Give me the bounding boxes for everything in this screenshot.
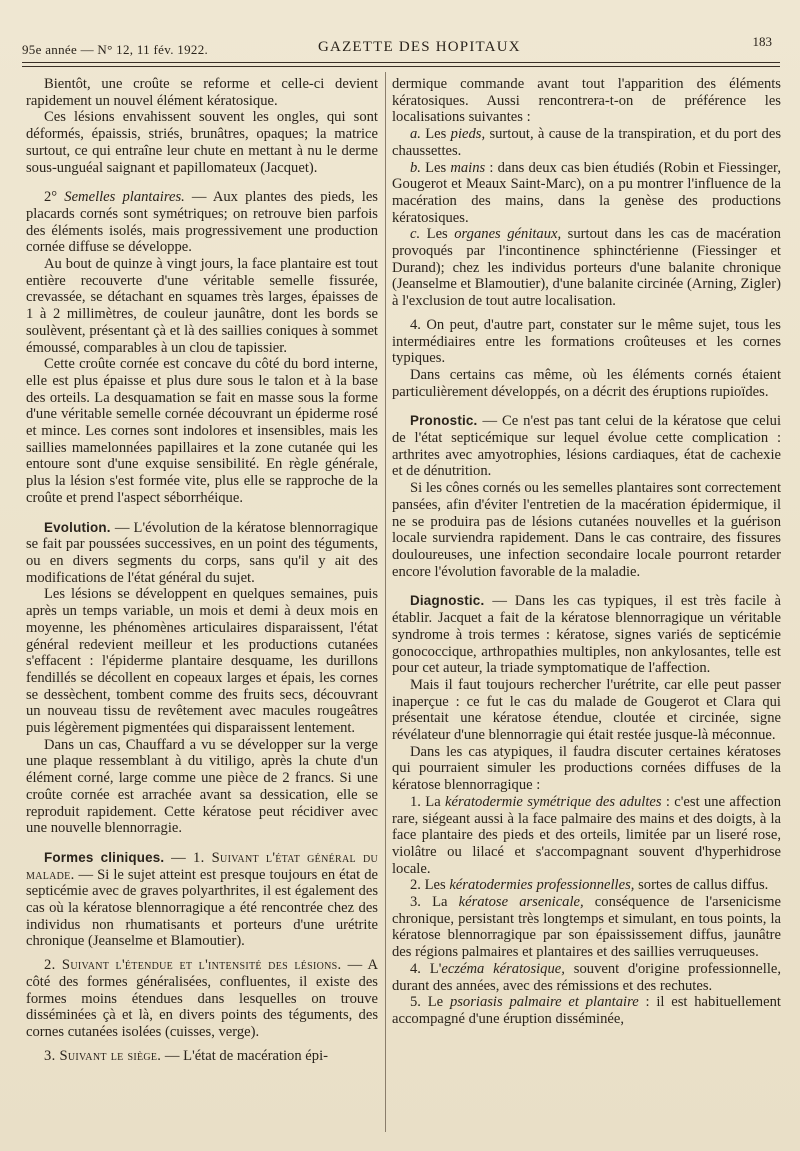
paragraph: dermique commande avant tout l'apparition des éléments kératosiques. Aussi rencontrera-t-on de préférence les localisations suivantes : xyxy=(392,76,781,126)
list-item xyxy=(392,226,781,310)
list-text: conséquence de l'arsenicisme chronique, persistant très longtemps et simulant, en tous points, la kératose blennorragique par son épaississement diffus, jaunâtre des régions palmaires et plantaires et des saillies verruqueuses. xyxy=(392,894,781,961)
paragraph: Les lésions se développent en quelques semaines, puis après un temps variable, un mois et demi à deux mois en moyenne, les phénomènes articulaires disparaissent, l'état général redevient meilleur et les productions cutanées s'effacent : l'épiderme plantaire desquame, les durillons fendillés se décollent en copeaux larges et épais, les cornes se dessèchent, tombent comme des fruits secs, découvrant un nouveau tissu de revêtement avec macules rougeâtres puis légèrement pigmentées qui disparaissent lentement. xyxy=(26,586,378,737)
list-number: 3. La xyxy=(410,894,448,911)
section-heading-pronostic: Pronostic. xyxy=(410,413,478,429)
list-term: kératose arsenicale, xyxy=(458,894,584,911)
left-column xyxy=(26,76,378,1064)
list-text: sortes de callus diffus. xyxy=(638,877,769,894)
list-text: surtout dans les cas de macération provoqués par l'incontinence sphinctérienne (Fiessinger et Durand); chez les individus porteurs d'une balanite chronique (Jeanselme et Blamoutier), d'une balanite circinée (Arning, Zigler) à l'exclusion de tout autre localisation. xyxy=(392,226,781,310)
section-diagnostic xyxy=(392,593,781,677)
section-heading-evolution: Evolution. xyxy=(44,519,111,535)
list-letter: c. xyxy=(410,226,421,243)
paragraph-text: — L'évolution de la kératose blennorragique se fait par poussées successives, en un point des téguments, ou en divers segments du corps, sans qu'il y ait des modifications de l'état général du sujet. xyxy=(26,519,378,586)
column-divider xyxy=(385,72,386,1132)
paragraph: Dans un cas, Chauffard a vu se développer sur la verge une plaque ressemblant à du vitiligo, après la chute d'un élément corné, large comme une pièce de 2 francs. Si une croûte cornée est arrachée avant sa dessication, elle se reproduit rapidement. Cette kératose peut récidiver avec une nouvelle blennorragie. xyxy=(26,736,378,837)
list-text: souvent d'origine professionnelle, durant des années, avec des rémissions et des rechutes. xyxy=(392,960,781,994)
list-text: : il est habituellement accompagné d'une éruption disséminée, xyxy=(392,994,781,1027)
page-number: 183 xyxy=(752,34,772,49)
list-item xyxy=(392,961,781,994)
paragraph-text: — Aux plantes des pieds, les placards cornés sont symétriques; on retrouve bien parfois des éléments isolés, mais progressivement une production cornée diffuse se développe. xyxy=(26,189,378,256)
list-number: 5. Le xyxy=(410,994,444,1011)
paragraph-text: — A côté des formes généralisées, confluentes, il existe des formes moins étendues dans lesquelles on trouve disséminées çà et là, en divers points des téguments, des cornes cutanées isolées (cuisses, verge). xyxy=(26,957,378,1040)
list-text: surtout, à cause de la transpiration, et du port des chaussettes. xyxy=(392,126,782,159)
subheading-semelles: Semelles plantaires. xyxy=(64,189,185,206)
paragraph: Mais il faut toujours rechercher l'urétrite, car elle peut passer inaperçue : ce fut le cas du malade de Gougerot et Clara qui présentait une kératose étendue, cloutée et circinée, signe révélateur d'une blennorragie qui était restée jusque-là méconnue. xyxy=(392,676,781,744)
paragraph: Cette croûte cornée est concave du côté du bord interne, elle est plus épaisse et plus dure sous le talon et à la base des orteils. La desquamation se fait en masse sous la forme d'une véritable semelle cornée découvrant un épiderme rosé et mince. Les cornes sont indolores et insensibles, mais les saillies mamelonnées papillaires et la zone cutanée qui les entoure sont d'une exquise sensibilité. En règle générale, plus la lésion s'est formée vite, plus elle se rapproche de la croûte et prend l'aspect séborrhéique. xyxy=(26,356,378,506)
list-term: kératodermies professionnelles, xyxy=(449,877,635,894)
section-heading-diagnostic: Diagnostic. xyxy=(410,593,485,609)
list-number: 1. La xyxy=(410,793,441,810)
list-term: psoriasis palmaire et plantaire xyxy=(449,994,639,1011)
list-item xyxy=(392,160,781,227)
list-item xyxy=(392,877,781,894)
paragraph-text: — Si le sujet atteint est presque toujours en état de septicémie avec de graves polyarthrites, il est également des cas où la kératose blennorragique a été rencontrée chez des individus non rhumatisants et porteurs d'une urétrite chronique (Jeanselme et Blamoutier). xyxy=(26,866,378,950)
list-term: mains xyxy=(450,159,486,176)
paragraph: 4. On peut, d'autre part, constater sur le même sujet, tous les intermédiaires entre les formations croûteuses et les cornes typiques. xyxy=(392,316,781,367)
list-number: 4. L' xyxy=(410,960,442,977)
list-text: Les xyxy=(425,126,447,143)
list-number: 2° xyxy=(44,189,58,206)
list-letter: b. xyxy=(410,159,421,176)
subsection-heading: 2. Suivant l'étendue et l'intensité des lésions. xyxy=(44,957,342,974)
list-text: Les xyxy=(425,159,447,176)
paragraph-siege xyxy=(26,1048,378,1065)
section-formes xyxy=(26,850,378,950)
journal-title: GAZETTE DES HOPITAUX xyxy=(318,39,521,55)
paragraph: Dans certains cas même, où les éléments cornés étaient particulièrement développés, on a décrit des éruptions rupioïdes. xyxy=(392,366,781,400)
list-item xyxy=(392,126,781,159)
list-text: Les xyxy=(426,226,448,243)
paragraph: Si les cônes cornés ou les semelles plantaires sont correctement pansées, afin d'éviter l'entretien de la macération épidermique, il ne se produira pas de lésions cutanées nouvelles et la guérison locale surviendra rapidement. Dans le cas contraire, des fissures douloureuses, une infection secondaire locale pourront retarder encore l'évolution favorable de la maladie. xyxy=(392,480,781,580)
list-term: organes génitaux, xyxy=(454,226,562,243)
list-number: 2. Les xyxy=(410,877,446,894)
list-text: : c'est une affection rare, siégeant aussi à la face palmaire des mains et des doigts, à la face plantaire des pieds et des orteils, limitée par un liseré rose, violâtre ou lilacé et s'accompagnant souvent d'hyperhidrose locale. xyxy=(392,793,781,877)
list-item xyxy=(392,994,781,1027)
list-term: kératodermie symétrique des adultes xyxy=(445,793,662,810)
list-term: eczéma kératosique, xyxy=(441,960,565,977)
list-text: : dans deux cas bien étudiés (Robin et Fiessinger, Gougerot et Meaux Saint-Marc), on a pu montrer l'influence de la macération des mains, dans la genèse des productions kératosiques. xyxy=(392,159,781,226)
page-header xyxy=(22,34,780,60)
paragraph-text: — L'état de macération épi- xyxy=(164,1047,328,1064)
list-item xyxy=(392,794,781,878)
list-letter: a. xyxy=(410,126,421,143)
subsection-heading: 3. Suivant le siège. xyxy=(44,1047,162,1064)
paragraph: Au bout de quinze à vingt jours, la face plantaire est tout entière recouverte d'une véritable semelle fissurée, crevassée, se détachant en squames très larges, épaisses de 1 à 2 millimètres, de couleur jaunâtre, dont les bords se soulèvent, présentant çà et là des saillies coniques à sommet émoussé, comparables à un clou de tapissier. xyxy=(26,256,378,356)
section-pronostic xyxy=(392,413,781,480)
right-column xyxy=(392,76,781,1028)
issue-date: 95e année — N° 12, 11 fév. 1922. xyxy=(22,42,209,57)
paragraph: Dans les cas atypiques, il faudra discuter certaines kératoses qui pourraient simuler les productions cornées diffuses de la kératose blennorragique : xyxy=(392,743,781,794)
paragraph: Ces lésions envahissent souvent les ongles, qui sont déformés, épaissis, striés, brunâtres, opaques; la matrice surtout, ce qui entraîne leur chute en mettant à nu le derme sous-unguéal saignant et papillomateux (Jacquet). xyxy=(26,109,378,176)
section-evolution xyxy=(26,520,378,587)
header-rule xyxy=(22,62,780,67)
paragraph-text: — Ce n'est pas tant celui de la kératose que celui de l'état septicémique sur lequel évolue cette complication : arthrites avec amyotrophies, lésions cardiaques, état de cachexie et de dénutrition. xyxy=(392,413,782,480)
paragraph: Bientôt, une croûte se reforme et celle-ci devient rapidement un nouvel élément kératosique. xyxy=(26,76,378,109)
subsection-heading: — 1. Suivant l'état général du malade. xyxy=(26,849,378,883)
list-term: pieds, xyxy=(450,126,486,143)
section-heading-formes: Formes cliniques. xyxy=(44,849,165,865)
paragraph-semelles xyxy=(26,189,378,256)
paragraph-etendue xyxy=(26,957,378,1041)
paragraph-text: — Dans les cas typiques, il est très facile à établir. Jacquet a fait de la kératose blennorragique un véritable syndrome à trois termes : kératose, signes variés de septicémie gonococcique, arthropathies multiples, non ankylosantes, telle est pour cet auteur, la triade symptomatique de l'affection. xyxy=(392,593,781,677)
list-item xyxy=(392,894,781,961)
